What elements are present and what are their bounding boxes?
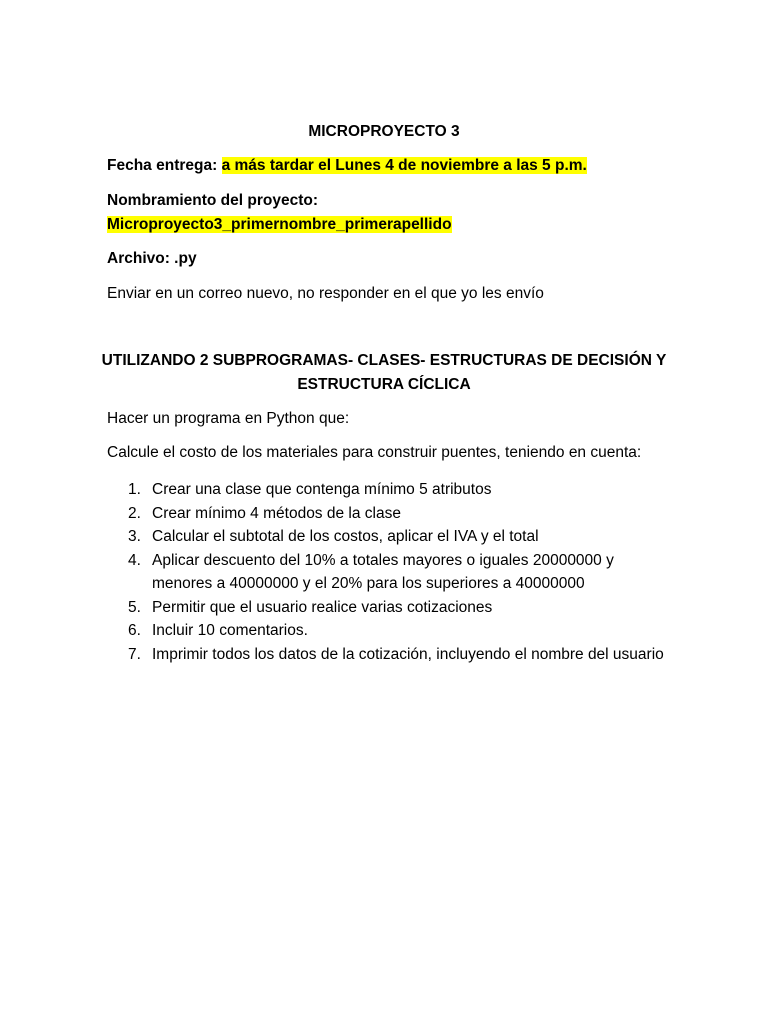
list-item-text: Imprimir todos los datos de la cotización, incluyendo el nombre del usuario bbox=[152, 645, 664, 663]
naming-label: Nombramiento del proyecto: bbox=[107, 192, 318, 209]
list-item-text: Incluir 10 comentarios. bbox=[152, 622, 308, 639]
due-date-label: Fecha entrega: bbox=[107, 157, 218, 174]
naming-value-line bbox=[107, 215, 452, 235]
list-item-number: 3. bbox=[128, 528, 141, 545]
list-item-text: Crear una clase que contenga mínimo 5 atributos bbox=[152, 481, 492, 498]
requirements-list bbox=[107, 478, 672, 666]
due-date-value: a más tardar el Lunes 4 de noviembre a las 5 p.m. bbox=[221, 157, 587, 174]
list-item bbox=[107, 525, 672, 549]
task-text: Calcule el costo de los materiales para construir puentes, teniendo en cuenta: bbox=[107, 444, 642, 461]
intro-text: Hacer un programa en Python que: bbox=[107, 410, 350, 427]
list-item-number: 4. bbox=[128, 551, 141, 569]
list-item bbox=[107, 549, 672, 596]
list-item bbox=[107, 643, 672, 667]
document-title: MICROPROYECTO 3 bbox=[308, 123, 460, 140]
section-heading-line1: UTILIZANDO 2 SUBPROGRAMAS- CLASES- ESTRUCTURAS DE DECISIÓN Y bbox=[101, 352, 667, 369]
section-heading-line2: ESTRUCTURA CÍCLICA bbox=[297, 376, 471, 393]
list-item-number: 2. bbox=[128, 504, 141, 522]
due-date-line bbox=[107, 156, 587, 176]
list-item-text: Calcular el subtotal de los costos, aplicar el IVA y el total bbox=[152, 528, 539, 545]
list-item-number: 6. bbox=[128, 622, 141, 639]
list-item-number: 5. bbox=[128, 598, 141, 616]
send-note: Enviar en un correo nuevo, no responder en el que yo les envío bbox=[107, 285, 544, 302]
list-item bbox=[107, 619, 672, 643]
list-item-text: Permitir que el usuario realice varias cotizaciones bbox=[152, 598, 493, 616]
list-item-text: Crear mínimo 4 métodos de la clase bbox=[152, 504, 401, 522]
list-item-number: 1. bbox=[128, 481, 141, 498]
naming-value: Microproyecto3_primernombre_primerapellido bbox=[107, 216, 452, 233]
list-item-number: 7. bbox=[128, 645, 141, 663]
file-type-label: Archivo: .py bbox=[107, 250, 197, 267]
list-item-text: Aplicar descuento del 10% a totales mayores o iguales 20000000 y menores a 40000000 y el 20% para los superiores a 40000000 bbox=[152, 551, 614, 592]
list-item bbox=[107, 478, 672, 502]
list-item bbox=[107, 596, 672, 620]
list-item bbox=[107, 502, 672, 526]
